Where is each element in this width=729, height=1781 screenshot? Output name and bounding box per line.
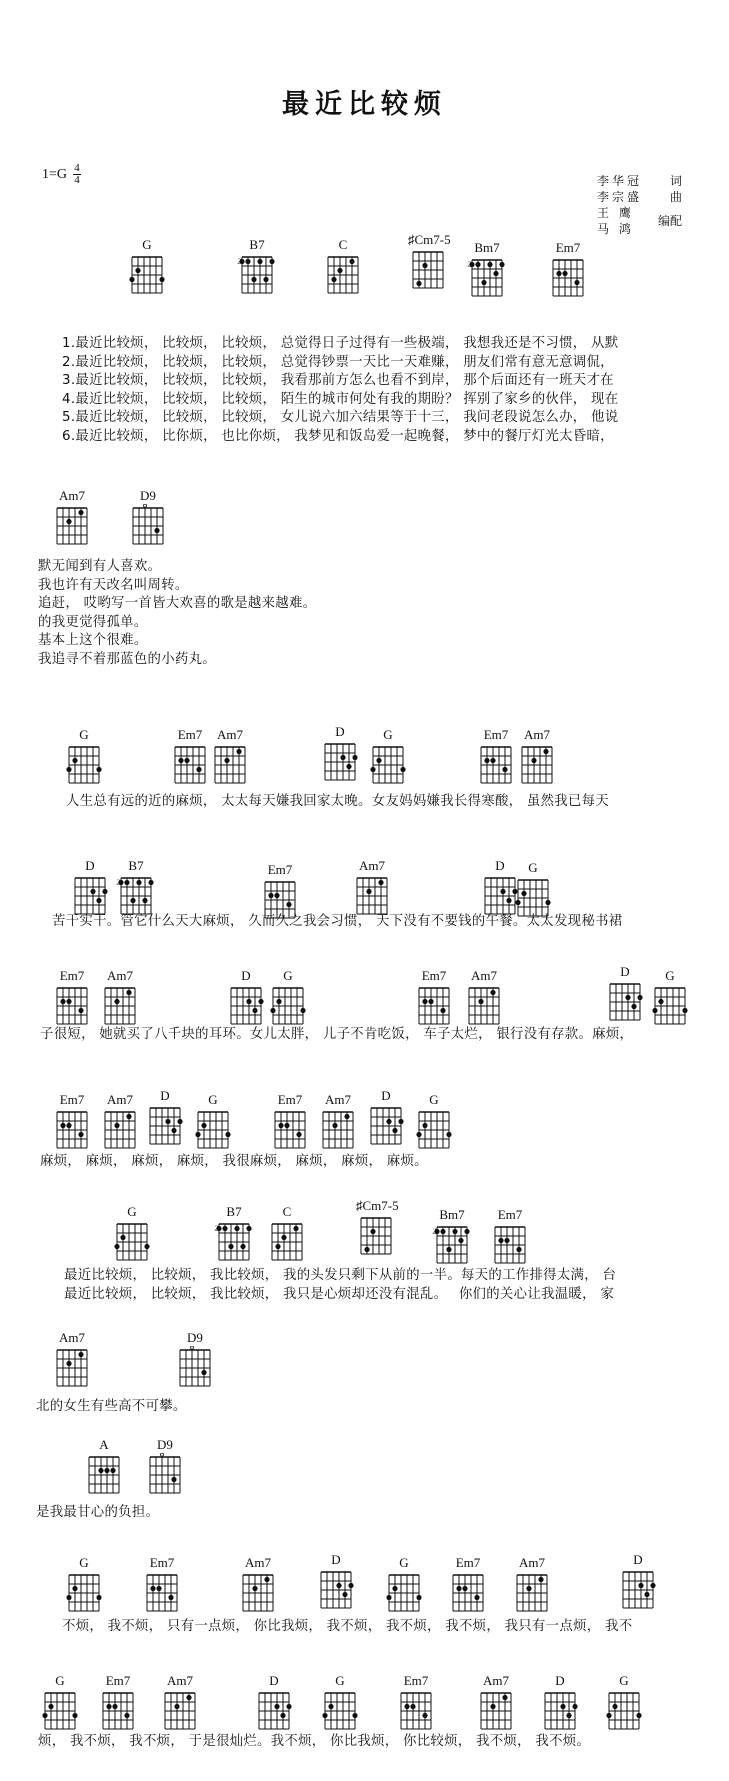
chord-diagram-icon bbox=[366, 1104, 406, 1148]
lyrics-block bbox=[40, 1026, 633, 1045]
chord-g bbox=[64, 1555, 104, 1617]
chord-name: Am7 bbox=[107, 968, 133, 983]
chord-am7 bbox=[210, 727, 250, 789]
chord-name: G bbox=[399, 1555, 409, 1570]
lyrics-block bbox=[40, 1153, 428, 1172]
credit-composer bbox=[597, 189, 682, 205]
chord-diagram-icon bbox=[70, 874, 110, 918]
chord-sharp-cm7-5 bbox=[356, 1198, 399, 1260]
chord-name: A bbox=[99, 1437, 109, 1452]
credit-lyricist bbox=[597, 173, 682, 189]
chord-diagram-icon bbox=[52, 1108, 92, 1152]
chord-name: Em7 bbox=[403, 1673, 429, 1688]
chord-c bbox=[323, 237, 363, 299]
chord-diagram-icon bbox=[142, 1571, 182, 1615]
lyrics-block bbox=[66, 793, 609, 812]
chord-name: D9 bbox=[157, 1437, 173, 1452]
chord-diagram-icon bbox=[254, 1689, 294, 1733]
chord-b7 bbox=[214, 1204, 254, 1266]
chord-am7 bbox=[517, 727, 557, 789]
lyric-line: 人生总有远的近的麻烦， 太太每天嫌我回家太晚。女友妈妈嫌我长得寒酸， 虽然我已每天 bbox=[66, 794, 610, 809]
chord-diagram-icon bbox=[98, 1689, 138, 1733]
chord-g bbox=[650, 968, 690, 1030]
chord-em7 bbox=[142, 1555, 182, 1617]
lyric-line: 子很短， 她就买了八千块的耳环。女儿太胖， 儿子不肯吃饭， 车子太烂， 银行没有存款。麻烦， bbox=[40, 1027, 634, 1042]
lyrics-block bbox=[64, 1267, 616, 1304]
lyric-line: 3.最近比较烦， 比较烦， 比较烦， 我看那前方怎么也看不到岸， 那个后面还有一班天才在 bbox=[62, 373, 614, 388]
lyric-line: 追赶， 哎哟写一首皆大欢喜的歌是越来越难。 bbox=[38, 596, 317, 611]
chord-name: Am7 bbox=[59, 488, 85, 503]
chord-diagram-icon bbox=[226, 984, 266, 1028]
chord-name: G bbox=[55, 1673, 65, 1688]
lyric-line: 是我最甘心的负担。 bbox=[36, 1505, 160, 1520]
song-title: 最近比较烦 bbox=[282, 89, 447, 120]
chord-am7 bbox=[352, 858, 392, 920]
chord-d bbox=[320, 724, 360, 786]
chord-name: Am7 bbox=[471, 968, 497, 983]
lyrics-block bbox=[52, 913, 622, 932]
svg-text:2: 2 bbox=[116, 878, 120, 887]
lyric-line: 烦， 我不烦， 我不烦， 于是很灿烂。我不烦， 你比我烦， 你比较烦， 我不烦， 我不烦。 bbox=[38, 1734, 591, 1749]
chord-name: Em7 bbox=[277, 1092, 303, 1107]
chord-g bbox=[414, 1092, 454, 1154]
chord-name: B7 bbox=[249, 237, 265, 252]
chord-name: ♯Cm7-5 bbox=[356, 1198, 399, 1213]
chord-name: D bbox=[269, 1673, 279, 1688]
chord-name: D bbox=[555, 1673, 565, 1688]
chord-am7 bbox=[318, 1092, 358, 1154]
credit-role: 曲 bbox=[669, 190, 682, 204]
credits bbox=[597, 173, 682, 237]
chord-diagram-icon bbox=[605, 980, 645, 1024]
chord-em7 bbox=[490, 1207, 530, 1269]
chord-diagram-icon bbox=[368, 743, 408, 787]
chord-g bbox=[268, 968, 308, 1030]
chord-name: G bbox=[142, 237, 152, 252]
chord-name: D bbox=[160, 1088, 170, 1103]
chord-diagram-icon bbox=[64, 743, 104, 787]
chord-name: G bbox=[383, 727, 393, 742]
chord-name: D bbox=[495, 858, 505, 873]
chord-name: G bbox=[429, 1092, 439, 1107]
key-label: 1=G bbox=[42, 166, 68, 182]
chord-bm7 bbox=[432, 1207, 472, 1269]
lyric-line: 基本上这个很难。 bbox=[38, 633, 148, 648]
chord-name: B7 bbox=[128, 858, 144, 873]
chord-diagram-icon bbox=[320, 1689, 360, 1733]
chord-diagram-icon bbox=[112, 1220, 152, 1264]
chord-em7 bbox=[448, 1555, 488, 1617]
chord-diagram-icon bbox=[323, 253, 363, 297]
chord-d bbox=[540, 1673, 580, 1735]
chord-bm7 bbox=[467, 240, 507, 302]
chord-diagram-icon bbox=[476, 743, 516, 787]
chord-name: Em7 bbox=[483, 727, 509, 742]
chord-c bbox=[267, 1204, 307, 1266]
lyric-line: 最近比较烦， 比较烦， 我比较烦， 我只是心烦却还没有混乱。 你们的关心让我温暖， 家 bbox=[64, 1286, 615, 1302]
lyric-line: 麻烦， 麻烦， 麻烦， 麻烦， 我很麻烦， 麻烦， 麻烦， 麻烦。 bbox=[40, 1154, 428, 1169]
chord-diagram-icon bbox=[193, 1108, 233, 1152]
chord-am7 bbox=[238, 1555, 278, 1617]
chord-diagram-icon bbox=[145, 1104, 185, 1148]
lyrics-block bbox=[36, 1504, 159, 1523]
chord-diagram-icon bbox=[267, 1220, 307, 1264]
chord-diagram-icon bbox=[318, 1108, 358, 1152]
chord-name: Am7 bbox=[59, 1330, 85, 1345]
lyrics-block bbox=[62, 1618, 632, 1637]
chord-diagram-icon bbox=[100, 984, 140, 1028]
chord-diagram-icon bbox=[384, 1571, 424, 1615]
chord-name: G bbox=[619, 1673, 629, 1688]
chord-name: Em7 bbox=[177, 727, 203, 742]
chord-g bbox=[40, 1673, 80, 1735]
chord-diagram-icon bbox=[237, 253, 277, 297]
chord-em7 bbox=[170, 727, 210, 789]
chord-diagram-icon bbox=[432, 1223, 472, 1267]
credit-name: 王 鹰 bbox=[597, 206, 634, 220]
credit-name: 李华冠 bbox=[597, 174, 643, 188]
chord-diagram-icon bbox=[414, 984, 454, 1028]
chord-name: G bbox=[665, 968, 675, 983]
chord-name: D bbox=[620, 964, 630, 979]
chord-name: D bbox=[381, 1088, 391, 1103]
chord-diagram-icon bbox=[320, 740, 360, 784]
svg-text:2: 2 bbox=[214, 1224, 218, 1233]
chord-am7 bbox=[512, 1555, 552, 1617]
lyric-line: 我追寻不着那蓝色的小药丸。 bbox=[38, 651, 216, 667]
chord-d9 bbox=[175, 1330, 215, 1392]
chord-name: G bbox=[283, 968, 293, 983]
chord-name: ♯Cm7-5 bbox=[408, 232, 451, 247]
chord-diagram-icon bbox=[160, 1689, 200, 1733]
chord-name: G bbox=[79, 727, 89, 742]
lyric-line: 5.最近比较烦， 比较烦， 比较烦， 女儿说六加六结果等于十三， 我问老段说怎么办， 他说 bbox=[62, 410, 619, 425]
chord-diagram-icon bbox=[396, 1689, 436, 1733]
chord-name: G bbox=[79, 1555, 89, 1570]
chord-diagram-icon bbox=[214, 1220, 254, 1264]
chord-name: D bbox=[85, 858, 95, 873]
chord-diagram-icon bbox=[100, 1108, 140, 1152]
credit-role: 词 bbox=[669, 174, 682, 188]
chord-name: Bm7 bbox=[439, 1207, 465, 1222]
chord-diagram-icon bbox=[84, 1453, 124, 1497]
chord-name: D bbox=[241, 968, 251, 983]
lyric-line: 不烦， 我不烦， 只有一点烦， 你比我烦， 我不烦， 我不烦， 我不烦， 我只有一点烦， 我不 bbox=[62, 1619, 633, 1634]
chord-name: C bbox=[338, 237, 348, 252]
lyric-line: 最近比较烦， 比较烦， 我比较烦， 我的头发只剩下从前的一半。每天的工作排得太满， 台 bbox=[64, 1268, 617, 1283]
lyrics-block bbox=[38, 1733, 590, 1752]
lyric-line: 苦干实干。管它什么天大麻烦， 久而久之我会习惯， 天下没有不要钱的午餐。太太发现秘书裙 bbox=[52, 914, 623, 929]
lyric-line: 1.最近比较烦， 比较烦， 比较烦， 总觉得日子过得有一些极端， 我想我还是不习惯， 从默 bbox=[62, 336, 619, 351]
lyrics-block bbox=[36, 1398, 187, 1417]
chord-name: Em7 bbox=[59, 1092, 85, 1107]
chord-diagram-icon bbox=[238, 1571, 278, 1615]
credit-arranger-2 bbox=[597, 214, 682, 237]
chord-diagram-icon bbox=[448, 1571, 488, 1615]
svg-text:2: 2 bbox=[237, 257, 241, 266]
chord-diagram-icon bbox=[650, 984, 690, 1028]
time-signature bbox=[73, 163, 81, 186]
chord-name: Am7 bbox=[325, 1092, 351, 1107]
chord-name: Em7 bbox=[555, 240, 581, 255]
chord-name: D9 bbox=[140, 488, 156, 503]
chord-name: Am7 bbox=[167, 1673, 193, 1688]
chord-em7 bbox=[52, 1092, 92, 1154]
chord-diagram-icon bbox=[175, 1346, 215, 1390]
chord-d bbox=[226, 968, 266, 1030]
chord-name: C bbox=[282, 1204, 292, 1219]
credit-name: 马 鸿 bbox=[597, 222, 634, 236]
chord-diagram-icon bbox=[52, 1346, 92, 1390]
chord-d bbox=[70, 858, 110, 920]
credit-role: 编配 bbox=[657, 214, 682, 228]
chord-diagram-icon bbox=[116, 874, 156, 918]
key-signature bbox=[42, 163, 81, 186]
chord-b7 bbox=[116, 858, 156, 920]
chord-am7 bbox=[52, 488, 92, 550]
chord-g bbox=[127, 237, 167, 299]
chord-diagram-icon bbox=[145, 1453, 185, 1497]
chord-d9 bbox=[128, 488, 168, 550]
chord-name: Bm7 bbox=[474, 240, 500, 255]
chord-name: Am7 bbox=[359, 858, 385, 873]
chord-diagram-icon bbox=[464, 984, 504, 1028]
chord-name: Am7 bbox=[483, 1673, 509, 1688]
lyric-line: 4.最近比较烦， 比较烦， 比较烦， 陌生的城市何处有我的期盼？ 挥别了家乡的伙伴， 现在 bbox=[62, 391, 619, 407]
time-sig-bottom: 4 bbox=[74, 174, 80, 186]
lyrics-block bbox=[62, 335, 618, 446]
chord-diagram-icon bbox=[517, 743, 557, 787]
chord-em7 bbox=[548, 240, 588, 302]
chord-g bbox=[604, 1673, 644, 1735]
chord-diagram-icon bbox=[52, 504, 92, 548]
chord-name: Em7 bbox=[267, 862, 293, 877]
chord-g bbox=[320, 1673, 360, 1735]
lyric-line: 2.最近比较烦， 比较烦， 比较烦， 总觉得钞票一天比一天难赚， 朋友们常有意无意调侃， bbox=[62, 354, 614, 370]
chord-g bbox=[64, 727, 104, 789]
chord-d9 bbox=[145, 1437, 185, 1499]
lyric-line: 北的女生有些高不可攀。 bbox=[36, 1399, 187, 1414]
chord-diagram-icon bbox=[52, 984, 92, 1028]
chord-diagram-icon bbox=[408, 248, 448, 292]
time-sig-top: 4 bbox=[74, 162, 80, 174]
chord-d bbox=[254, 1673, 294, 1735]
lyric-line: 我也许有天改名叫周转。 bbox=[38, 577, 189, 593]
chord-am7 bbox=[160, 1673, 200, 1735]
credit-name: 李宗盛 bbox=[597, 190, 643, 204]
chord-am7 bbox=[464, 968, 504, 1030]
chord-name: G bbox=[208, 1092, 218, 1107]
chord-am7 bbox=[100, 1092, 140, 1154]
chord-g bbox=[112, 1204, 152, 1266]
chord-g bbox=[193, 1092, 233, 1154]
chord-diagram-icon bbox=[270, 1108, 310, 1152]
chord-name: Am7 bbox=[107, 1092, 133, 1107]
lyrics-block bbox=[38, 558, 316, 669]
chord-name: G bbox=[528, 860, 538, 875]
chord-sharp-cm7-5 bbox=[408, 232, 451, 294]
lyric-line: 默无闻到有人喜欢。 bbox=[38, 559, 162, 574]
chord-name: Am7 bbox=[519, 1555, 545, 1570]
lyric-line: 6.最近比较烦， 比你烦， 也比你烦， 我梦见和饭岛爱一起晚餐， 梦中的餐厅灯光太昏暗， bbox=[62, 428, 614, 444]
chord-diagram-icon bbox=[467, 256, 507, 300]
chord-diagram-icon bbox=[356, 1214, 396, 1258]
chord-d bbox=[145, 1088, 185, 1150]
chord-em7 bbox=[98, 1673, 138, 1735]
chord-name: D bbox=[335, 724, 345, 739]
chord-em7 bbox=[270, 1092, 310, 1154]
chord-diagram-icon bbox=[618, 1568, 658, 1612]
chord-diagram-icon bbox=[512, 1571, 552, 1615]
chord-diagram-icon bbox=[490, 1223, 530, 1267]
chord-d bbox=[618, 1552, 658, 1614]
chord-em7 bbox=[52, 968, 92, 1030]
svg-text:2: 2 bbox=[467, 260, 471, 269]
chord-name: Em7 bbox=[105, 1673, 131, 1688]
chord-em7 bbox=[414, 968, 454, 1030]
chord-diagram-icon bbox=[128, 504, 168, 548]
chord-name: Am7 bbox=[245, 1555, 271, 1570]
chord-am7 bbox=[476, 1673, 516, 1735]
chord-diagram-icon bbox=[170, 743, 210, 787]
chord-em7 bbox=[476, 727, 516, 789]
chord-name: D bbox=[331, 1552, 341, 1567]
chord-diagram-icon bbox=[268, 984, 308, 1028]
chord-name: D9 bbox=[187, 1330, 203, 1345]
chord-diagram-icon bbox=[476, 1689, 516, 1733]
chord-name: Am7 bbox=[524, 727, 550, 742]
chord-name: Am7 bbox=[217, 727, 243, 742]
chord-name: B7 bbox=[226, 1204, 242, 1219]
chord-d bbox=[316, 1552, 356, 1614]
chord-diagram-icon bbox=[352, 874, 392, 918]
chord-name: D bbox=[633, 1552, 643, 1567]
chord-name: Em7 bbox=[497, 1207, 523, 1222]
chord-am7 bbox=[100, 968, 140, 1030]
svg-text:2: 2 bbox=[432, 1227, 436, 1236]
chord-name: Em7 bbox=[59, 968, 85, 983]
chord-diagram-icon bbox=[64, 1571, 104, 1615]
chord-diagram-icon bbox=[127, 253, 167, 297]
chord-diagram-icon bbox=[540, 1689, 580, 1733]
chord-diagram-icon bbox=[548, 256, 588, 300]
chord-name: Em7 bbox=[455, 1555, 481, 1570]
chord-diagram-icon bbox=[414, 1108, 454, 1152]
chord-name: Em7 bbox=[421, 968, 447, 983]
chord-a bbox=[84, 1437, 124, 1499]
chord-b7 bbox=[237, 237, 277, 299]
chord-d bbox=[366, 1088, 406, 1150]
chord-diagram-icon bbox=[40, 1689, 80, 1733]
chord-name: G bbox=[127, 1204, 137, 1219]
chord-am7 bbox=[52, 1330, 92, 1392]
chord-g bbox=[368, 727, 408, 789]
chord-name: G bbox=[335, 1673, 345, 1688]
lyric-line: 的我更觉得孤单。 bbox=[38, 614, 148, 630]
chord-name: Em7 bbox=[149, 1555, 175, 1570]
chord-g bbox=[384, 1555, 424, 1617]
chord-diagram-icon bbox=[604, 1689, 644, 1733]
chord-diagram-icon bbox=[316, 1568, 356, 1612]
chord-diagram-icon bbox=[210, 743, 250, 787]
chord-em7 bbox=[396, 1673, 436, 1735]
chord-d bbox=[605, 964, 645, 1026]
